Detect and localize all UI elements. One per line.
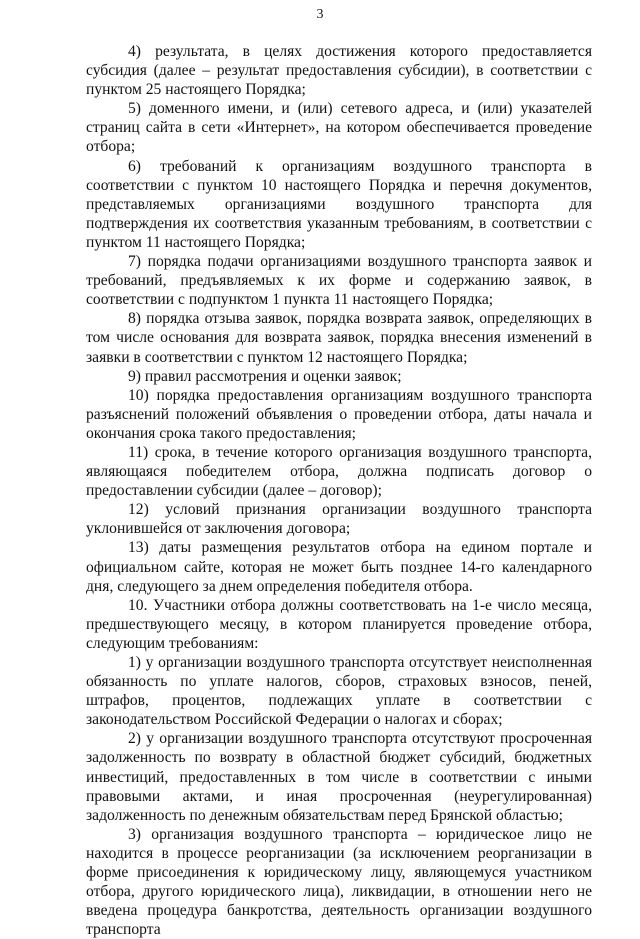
paragraph-item-10: 10) порядка предоставления организациям воздушного транспорта разъяснений положений объявления о проведении отбора, даты начала и окончания срока такого предоставления; [86,386,592,442]
paragraph-requirement-3: 3) организация воздушного транспорта – юридическое лицо не находится в процессе реорганизации (за исключением реорганизации в форме присоединения к юридическому лицу, являющемуся участником отбора, другого юридического лица), ликвидации, в отношении него не введена процедура банкротства, деятельность организации воздушного транспорта [86,825,592,939]
paragraph-item-11: 11) срока, в течение которого организация воздушного транспорта, являющаяся победителем отбора, должна подписать договор о предоставлении субсидии (далее – договор); [86,443,592,500]
paragraph-item-13: 13) даты размещения результатов отбора на едином портале и официальном сайте, которая не может быть позднее 14-го календарного дня, следующего за днем определения победителя отбора. [86,539,592,595]
paragraph-item-4: 4) результата, в целях достижения которого предоставляется субсидия (далее – результат предоставления субсидии), в соответствии с пунктом 25 настоящего Порядка; [86,43,592,99]
document-body [86,42,592,939]
paragraph-requirement-2: 2) у организации воздушного транспорта отсутствуют просроченная задолженность по возврату в областной бюджет субсидий, бюджетных инвестиций, предоставленных в том числе в соответствии с иными правовыми актами, и иная просроченная (неурегулированная) задолженность по денежным обязательствам перед Брянской областью; [86,730,592,824]
paragraph-item-7: 7) порядка подачи организациями воздушного транспорта заявок и требований, предъявляемых к их форме и содержанию заявок, в соответствии с подпунктом 1 пункта 11 настоящего Порядка; [86,253,592,309]
paragraph-item-8: 8) порядка отзыва заявок, порядка возврата заявок, определяющих в том числе основания для возврата заявок, порядка внесения изменений в заявки в соответствии с пунктом 12 настоящего Порядка; [86,310,592,366]
paragraph-clause-10: 10. Участники отбора должны соответствовать на 1-е число месяца, предшествующего месяцу, в котором планируется проведение отбора, следующим требованиям: [86,596,592,652]
paragraph-item-5: 5) доменного имени, и (или) сетевого адреса, и (или) указателей страниц сайта в сети «Интернет», на котором обеспечивается проведение отбора; [86,100,592,156]
paragraph-item-6: 6) требований к организациям воздушного транспорта в соответствии с пунктом 10 настоящего Порядка и перечня документов, представляемых организациями воздушного транспорта для подтверждения их соответствия указанным требованиям, в соответствии с пунктом 11 настоящего Порядка; [86,157,592,251]
paragraph-item-12: 12) условий признания организации воздушного транспорта уклонившейся от заключения договора; [86,501,592,538]
paragraph-item-9: 9) правил рассмотрения и оценки заявок; [128,367,402,385]
page-number: 3 [316,7,324,22]
paragraph-requirement-1: 1) у организации воздушного транспорта отсутствует неисполненная обязанность по уплате налогов, сборов, страховых взносов, пеней, штрафов, процентов, подлежащих уплате в соответствии с законодательством Российской Федерации о налогах и сборах; [86,654,592,729]
